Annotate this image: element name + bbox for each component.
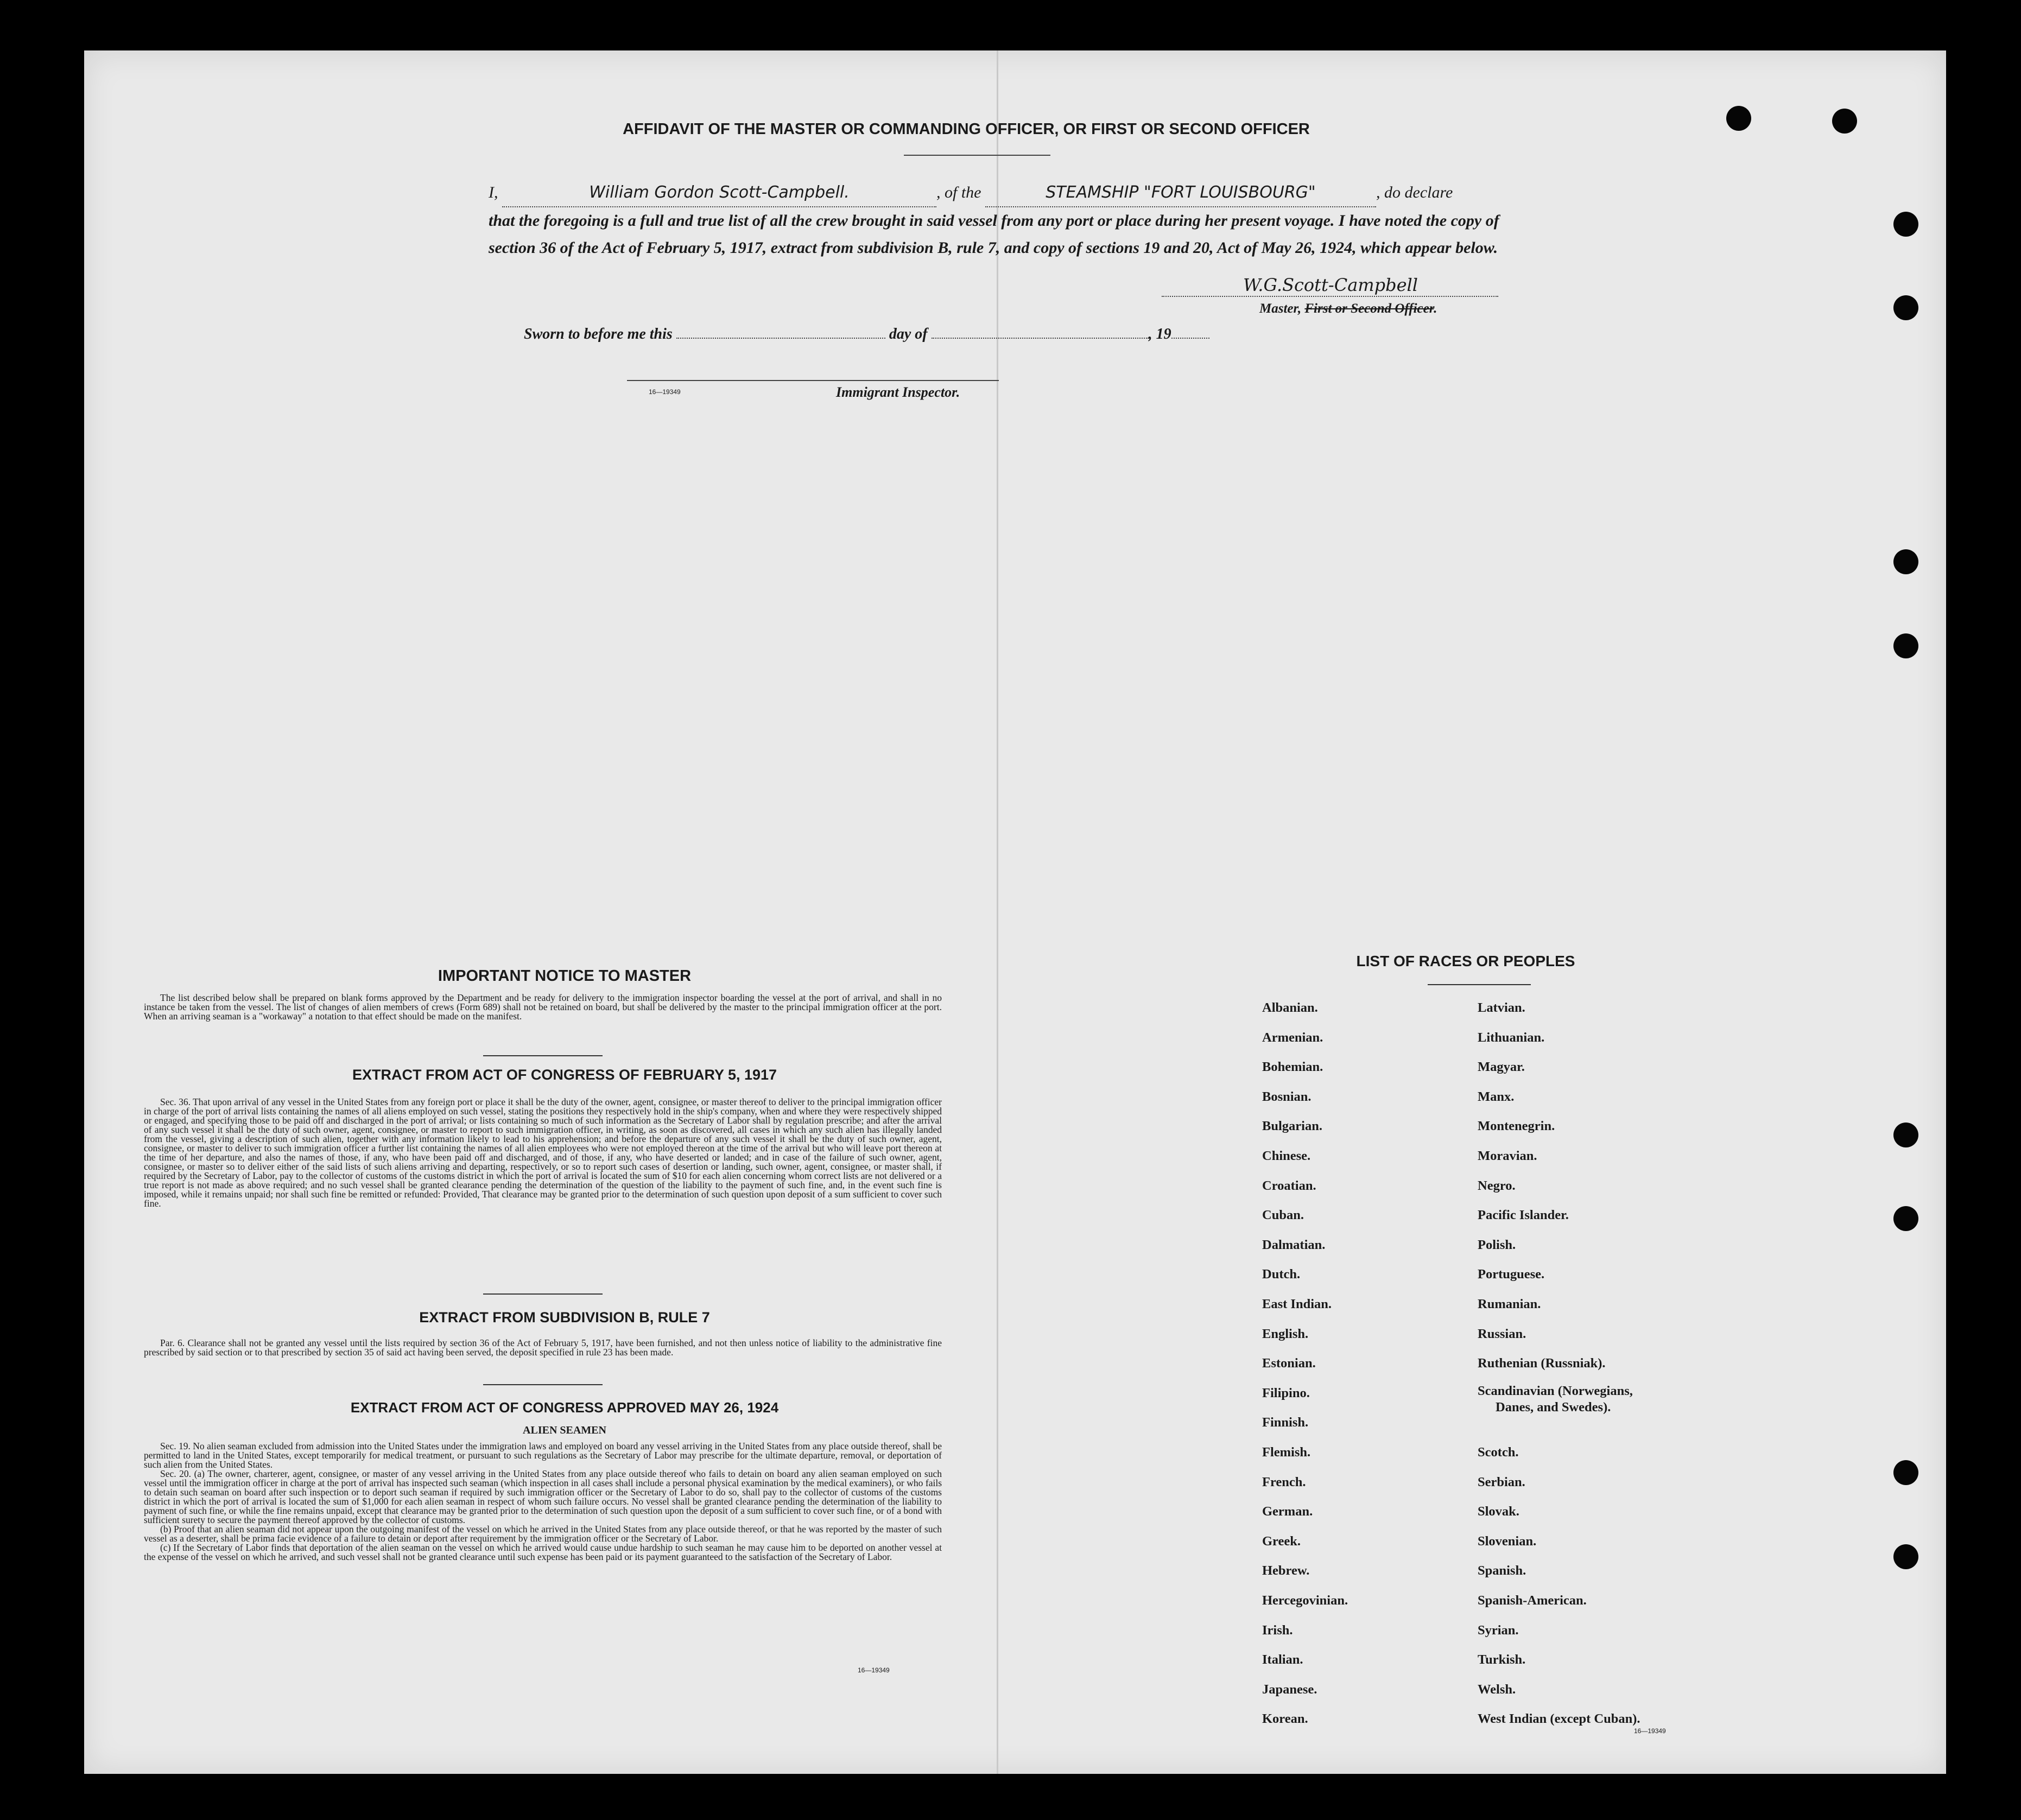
extract-1917-title: EXTRACT FROM ACT OF CONGRESS OF FEBRUARY 5, 1917: [352, 1067, 777, 1083]
race-item: Ruthenian (Russniak).: [1478, 1356, 1606, 1371]
notice-text: The list described below shall be prepared on blank forms approved by the Department and be ready for delivery to the immigration inspector boarding the vessel at the port of arrival, and shall in no instance be taken from the vessel. The list of changes of alien members of crews (Form 689) shall not be retained on board, but shall be delivered by the master to the principal immigration officer at the port. When an arriving seaman is a "workaway" a notation to that effect should be made on the manifest.: [144, 992, 942, 1022]
race-item: Finnish.: [1262, 1415, 1309, 1430]
section-rule: [483, 1293, 603, 1295]
extract-1924-text: [144, 1442, 942, 1562]
inspector-label: Immigrant Inspector.: [836, 384, 960, 400]
caption-period: .: [1434, 301, 1437, 316]
punch-hole: [1832, 109, 1857, 134]
sec20a-text: Sec. 20. (a) The owner, charterer, agent, consignee, or master of any vessel arriving in the United States from any place outside thereof who fails to detain on board any alien seaman employed on such vessel until the immigration officer in charge at the port of arrival has inspected such seaman (which inspection in all cases shall include a personal physical examination by the medical examiners), or who fails to detain such seaman on board after such inspection or to deport such seaman if required by such immigration officer or the Secretary of Labor to do so, shall pay to the collector of customs of the customs district in which the port of arrival is located the sum of $1,000 for each alien seaman in respect of whom such failure occurs. No vessel shall be granted clearance pending the determination of the liability to payment of such fine, or while the fine remains unpaid, except that clearance may be granted prior to the determination of such question upon the deposit of a sum sufficient to cover such fine, or of a bond with sufficient surety to secure the payment thereof approved by the collector of customs.: [144, 1468, 942, 1525]
form-number: 16—19349: [858, 1666, 890, 1674]
i-label: I,: [489, 183, 498, 201]
race-item: Montenegrin.: [1478, 1119, 1555, 1134]
inspector-signature-line: [627, 380, 999, 381]
sworn-day-label: day of: [889, 326, 928, 343]
race-item: Dalmatian.: [1262, 1237, 1326, 1252]
race-item: Spanish.: [1478, 1563, 1526, 1578]
signature-line: [1162, 296, 1498, 297]
race-item: Cuban.: [1262, 1208, 1304, 1223]
race-item: Russian.: [1478, 1326, 1526, 1341]
sworn-year-blank: [1171, 338, 1209, 339]
affidavit-title: AFFIDAVIT OF THE MASTER OR COMMANDING OFFICER, OR FIRST OR SECOND OFFICER: [623, 121, 1310, 138]
race-item: English.: [1262, 1326, 1309, 1341]
race-item: Armenian.: [1262, 1030, 1323, 1045]
race-item: Greek.: [1262, 1533, 1301, 1549]
race-item: Slovak.: [1478, 1504, 1519, 1519]
race-item: Magyar.: [1478, 1060, 1525, 1075]
race-item: Korean.: [1262, 1711, 1308, 1727]
sworn-day-blank: [676, 338, 885, 339]
do-declare-label: , do declare: [1376, 183, 1453, 201]
alien-seamen-subtitle: ALIEN SEAMEN: [523, 1424, 606, 1436]
race-item: French.: [1262, 1474, 1306, 1489]
caption-struck-officer: First or Second Officer: [1304, 301, 1434, 316]
rule7-title: EXTRACT FROM SUBDIVISION B, RULE 7: [419, 1309, 710, 1326]
race-item: Irish.: [1262, 1622, 1293, 1638]
race-item: Portuguese.: [1478, 1267, 1545, 1282]
race-item: Italian.: [1262, 1652, 1303, 1667]
punch-hole: [1893, 295, 1918, 320]
caption-master: Master,: [1259, 301, 1305, 316]
punch-hole: [1893, 549, 1918, 574]
affidavit-text: that the foregoing is a full and true list of all the crew brought in said vessel from any port or place during her present voyage. I have noted the copy of section 36 of the Act of February 5, 1917, extract from subdivision B, rule 7, and copy of sections 19 and 20, Act of May 26, 1924, which appear below.: [489, 212, 1499, 257]
sec20c-text: (c) If the Secretary of Labor finds that deportation of the alien seaman on the vessel on which he arrived would cause undue hardship to such seaman he may cause him to be deported on another vessel at the expense of the vessel on which he arrived, and such vessel shall not be granted clearance until such expense has been paid or its payment guaranteed to the satisfaction of the Secretary of Labor.: [144, 1542, 942, 1562]
punch-hole: [1893, 1460, 1918, 1485]
race-item: Serbian.: [1478, 1474, 1525, 1489]
race-item: West Indian (except Cuban).: [1478, 1711, 1640, 1727]
extract-1917-text: Sec. 36. That upon arrival of any vessel in the United States from any foreign port or place it shall be the duty of the owner, agent, consignee, or master thereof to deliver to the principal immigration officer in charge of the port of arrival lists containing the names of all aliens employed on such vessel, stating the positions they respectively hold in the ship's company, when and where they were respectively shipped or engaged, and specifying those to be paid off and discharged in the port of arrival; or lists containing so much of such information as the Secretary of Labor shall by regulation prescribe; and after the arrival of any such vessel it shall be the duty of such owner, agent, consignee, or master to report to such immigration officer, in writing, as soon as discovered, all cases in which any such alien has illegally landed from the vessel, giving a description of such alien, together with any information likely to lead to his apprehension; and before the departure of any such vessel it shall be the duty of such owner, agent, consignee, or master to deliver to such immigration officer a further list containing the names of all alien employees who were not employed thereon at the time of the arrival but who will leave port thereon at the time of her departure, and also the names of those, if any, who have been paid off and discharged, and of those, if any, who have deserted or landed; and in case of the failure of such owner, agent, consignee, or master so to deliver either of the said lists of such aliens arriving and departing, respectively, or so to report such cases of desertion or landing, such owner, agent, consignee, or master shall, if required by the Secretary of Labor, pay to the collector of customs of the customs district in which the port of arrival is located the sum of $10 for each alien concerning whom correct lists are not delivered or a true report is not made as above required; and no such vessel shall be granted clearance pending the determination of the question of the liability to the payment of such fine, and, in the event such fine is imposed, while it remains unpaid; nor shall such fine be remitted or refunded: Provided, That clearance may be granted prior to the determination of such question upon deposit of a sum sufficient to cover such fine.: [144, 1096, 942, 1209]
race-item: Spanish-American.: [1478, 1593, 1587, 1608]
race-item: Hebrew.: [1262, 1563, 1310, 1578]
race-item: Danes, and Swedes).: [1496, 1399, 1611, 1415]
page-fold: [997, 50, 998, 1774]
race-item: Albanian.: [1262, 1000, 1318, 1015]
race-item: Lithuanian.: [1478, 1030, 1545, 1045]
signature-caption: [1259, 301, 1437, 316]
race-item: Turkish.: [1478, 1652, 1526, 1667]
sworn-year-label: , 19: [1148, 326, 1171, 343]
race-item: Chinese.: [1262, 1149, 1311, 1163]
sec19-text: Sec. 19. No alien seaman excluded from admission into the United States under the immigration laws and employed on board any vessel arriving in the United States from any place outside thereof, shall be permitted to land in the United States, except temporarily for medical treatment, or pursuant to such regulations as the Secretary of Labor may prescribe for the ultimate departure, removal, or deportation of such alien from the United States.: [144, 1441, 942, 1470]
race-item: Bohemian.: [1262, 1060, 1323, 1075]
race-item: East Indian.: [1262, 1297, 1332, 1311]
notice-title: IMPORTANT NOTICE TO MASTER: [438, 967, 692, 985]
section-rule: [483, 1055, 603, 1056]
punch-hole: [1726, 106, 1751, 131]
race-item: Moravian.: [1478, 1149, 1537, 1163]
punch-hole: [1893, 1206, 1918, 1231]
form-number: 16—19349: [1634, 1727, 1666, 1735]
extract-1924-title: EXTRACT FROM ACT OF CONGRESS APPROVED MAY 26, 1924: [350, 1399, 779, 1416]
punch-hole: [1893, 212, 1918, 237]
race-item: Bulgarian.: [1262, 1119, 1322, 1134]
race-item: Estonian.: [1262, 1356, 1316, 1371]
race-item: Filipino.: [1262, 1385, 1310, 1400]
race-item: Hercegovinian.: [1262, 1593, 1348, 1608]
race-item: Scotch.: [1478, 1445, 1519, 1460]
race-item: Scandinavian (Norwegians,: [1478, 1383, 1633, 1398]
vessel-name-field: STEAMSHIP "FORT LOUISBOURG": [985, 179, 1376, 207]
race-item: Croatian.: [1262, 1178, 1316, 1193]
rule7-text: Par. 6. Clearance shall not be granted any vessel until the lists required by section 36 of the Act of February 5, 1917, have been furnished, and not then unless notice of liability to the administrative fine prescribed by said section or to that prescribed by section 35 of said act having been served, the deposit specified in rule 23 has been made.: [144, 1337, 942, 1358]
form-number: 16—19349: [649, 388, 681, 396]
race-item: Negro.: [1478, 1178, 1516, 1193]
race-item: Flemish.: [1262, 1445, 1311, 1460]
sworn-prefix: Sworn to before me this: [524, 326, 673, 343]
sworn-month-blank: [932, 338, 1149, 339]
race-item: Latvian.: [1478, 1000, 1525, 1015]
title-rule: [904, 155, 1050, 156]
races-rule: [1428, 984, 1531, 985]
punch-hole: [1893, 1123, 1918, 1147]
master-signature: W.G.Scott-Campbell: [1243, 275, 1418, 295]
affidavit-declaration: [489, 179, 1531, 262]
race-item: Welsh.: [1478, 1682, 1516, 1697]
race-item: Dutch.: [1262, 1267, 1301, 1282]
punch-hole: [1893, 1544, 1918, 1569]
sec20b-text: (b) Proof that an alien seaman did not appear upon the outgoing manifest of the vessel on which he arrived in the United States from any place outside thereof, or that he was reported by the master of such vessel as a deserter, shall be prima facie evidence of a failure to detain or deport after requirement by the immigration officer or the Secretary of Labor.: [144, 1524, 942, 1544]
sworn-line: [524, 326, 1209, 343]
races-title: LIST OF RACES OR PEOPLES: [1356, 953, 1575, 969]
race-item: German.: [1262, 1504, 1313, 1519]
race-item: Syrian.: [1478, 1622, 1519, 1638]
section-rule: [483, 1384, 603, 1385]
race-item: Polish.: [1478, 1237, 1516, 1252]
race-item: Japanese.: [1262, 1682, 1317, 1697]
race-item: Slovenian.: [1478, 1533, 1537, 1549]
race-item: Manx.: [1478, 1089, 1515, 1104]
race-item: Bosnian.: [1262, 1089, 1312, 1104]
master-name-field: William Gordon Scott-Campbell.: [502, 179, 936, 207]
of-the-label: , of the: [936, 183, 981, 201]
race-item: Pacific Islander.: [1478, 1208, 1569, 1223]
race-item: Rumanian.: [1478, 1297, 1541, 1311]
punch-hole: [1893, 633, 1918, 658]
